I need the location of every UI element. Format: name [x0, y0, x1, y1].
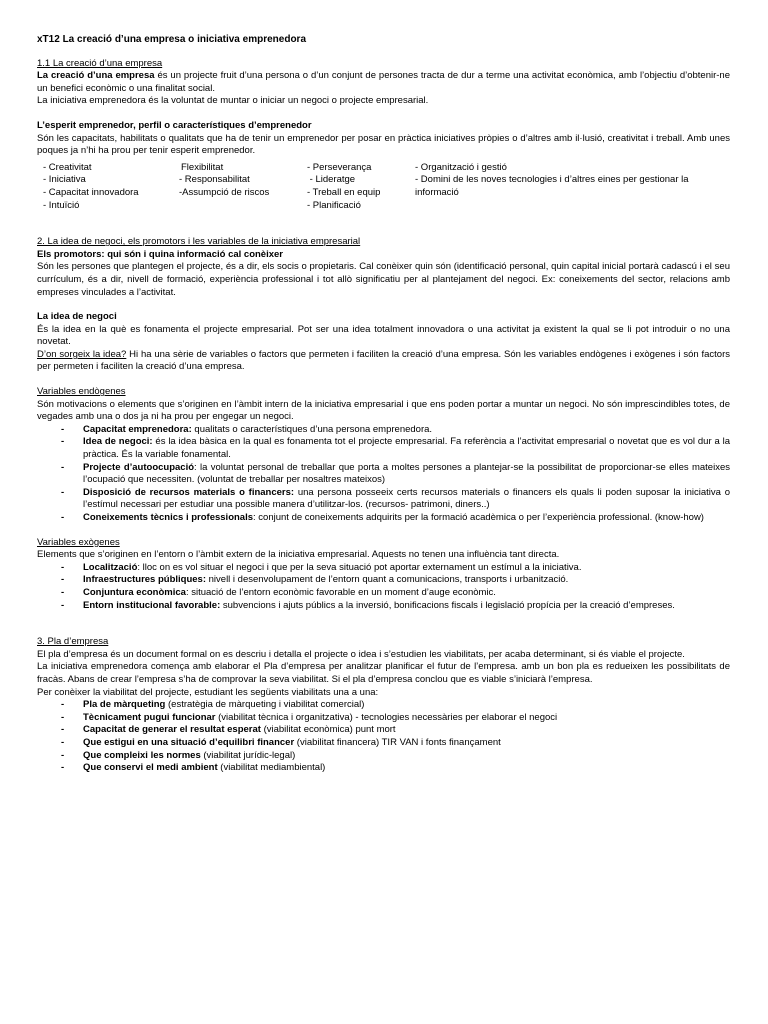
item-term: Idea de negoci: — [83, 436, 153, 448]
item-term: Que conservi el medi ambient — [83, 762, 218, 774]
document-page — [37, 34, 730, 775]
item-term: Que compleixi les normes — [83, 749, 201, 761]
exogenes-heading: Variables exògenes — [37, 536, 120, 548]
list-item — [83, 762, 730, 775]
item-text: : situació de l’entorn econòmic favorable en un moment d’auge econòmic. — [185, 586, 496, 598]
item-term: Capacitat emprenedora: — [83, 423, 192, 435]
endogenes-list — [37, 424, 730, 525]
item-text: (estratègia de màrqueting i viabilitat comercial) — [165, 699, 365, 711]
section-2-heading: 2. La idea de negoci, els promotors i les variables de la iniciativa empresarial — [37, 236, 361, 248]
exogenes-paragraph: Elements que s’originen en l’entorn o l’àmbit extern de la iniciativa empresarial. Aquests no tenen una influència tant directa. — [37, 549, 560, 561]
trait-item: - Iniciativa — [43, 174, 86, 186]
item-text: : conjunt de coneixements adquirits per la formació acadèmica o per l’experiència professional. (know-how) — [253, 512, 704, 523]
trait-item: -Assumpció de riscos — [179, 186, 270, 198]
list-item — [83, 436, 730, 461]
item-term: Localització — [83, 561, 138, 573]
origen-question: D’on sorgeix la idea? — [37, 348, 127, 360]
document-title: xT12 La creació d’una empresa o iniciativa emprenedora — [37, 34, 306, 45]
list-item — [83, 512, 730, 525]
pla-paragraph-1: El pla d’empresa és un document formal on es descriu i detalla el projecte o idea i s’estudien les viabilitats, per acaba determinant, si és viable el projecte. — [37, 648, 685, 660]
list-item — [83, 737, 730, 750]
list-item — [83, 462, 730, 487]
item-text: és la idea bàsica en la qual es fonamenta tot el projecte empresarial. Fa referència a l’activitat empresarial o novetat que es vol dur a la pràctica. És la variable fonamental. — [83, 436, 730, 461]
item-term: Coneixements tècnics i professionals — [83, 512, 254, 523]
trait-item: - Organització i gestió — [415, 161, 507, 173]
item-text: (viabilitat tècnica i organitzativa) - tecnologies necessàries per elaborar el negoci — [215, 711, 558, 723]
item-text: (viabilitat jurídic-legal) — [200, 749, 296, 761]
trait-item: - Planificació — [307, 199, 361, 211]
trait-item: - Intuïció — [43, 199, 80, 211]
viabilitats-list — [37, 699, 730, 775]
item-text: : la voluntat personal de treballar que porta a moltes persones a plantejar-se la possibilitat de proporcionar-se elles mateixes l’ocupació que necessiten. (voluntat de treballar per nosaltres mateixos) — [83, 461, 730, 486]
creacio-definition: és un projecte fruit d’una persona o d’un conjunt de persones tracta de dur a terme una activitat econòmica, amb l’objectiu d’obtenir-ne un benefici econòmic o una finalitat social. — [37, 70, 731, 94]
list-item — [83, 562, 730, 575]
item-text: qualitats o característiques d’una persona emprenedora. — [191, 423, 433, 435]
item-term: Pla de màrqueting — [83, 699, 166, 711]
item-term: Tècnicament pugui funcionar — [83, 711, 216, 723]
idea-paragraph: És la idea en la què es fonamenta el projecte empresarial. Pot ser una idea totalment innovadora o una activitat ja existent la qual se li pot introduir o no una novetat. — [37, 323, 730, 348]
idea-heading: La idea de negoci — [37, 311, 117, 323]
trait-item: - Treball en equip — [307, 186, 381, 198]
traits-column-4 — [415, 162, 730, 212]
list-item — [83, 750, 730, 763]
creacio-term: La creació d’una empresa — [37, 70, 155, 82]
trait-item: Flexibilitat — [181, 161, 224, 173]
item-term: Disposició de recursos materials o financers: — [83, 486, 295, 498]
exogenes-list — [37, 562, 730, 612]
origen-paragraph — [37, 349, 730, 374]
item-text: (viabilitat mediambiental) — [217, 762, 326, 774]
pla-paragraph-2: La iniciativa emprenedora comença amb elaborar el Pla d’empresa per analitzar planificar el futur de l’empresa. amb un bon pla es redueixen les possibilitats de fracàs. Abans de crear l’empresa s’ha de comprovar la seva viabilitat. Si el pla d’empresa conclou que es viable s’iniciarà l’empresa. — [37, 661, 730, 685]
list-item — [83, 724, 730, 737]
item-text: : lloc on es vol situar el negoci i que per la seva situació pot aportar externament un estímul a la iniciativa. — [137, 561, 582, 573]
item-term: Projecte d’autoocupació — [83, 461, 195, 473]
item-text: nivell i desenvolupament de l’entorn quant a comunicacions, transports i urbanització. — [206, 574, 569, 586]
item-text: una persona posseeix certs recursos materials o financers els quals li poden suposar la iniciativa o l’estímul necessari per estudiar una possible manera d’utilitzar-los. (recursos- patrimoni, diners..) — [83, 486, 730, 511]
trait-item: - Lideratge — [307, 174, 356, 186]
traits-list — [43, 162, 730, 212]
trait-item: - Domini de les noves tecnologies i d’altres eines per gestionar la informació — [415, 174, 689, 198]
list-item — [83, 699, 730, 712]
list-item — [83, 600, 730, 613]
esperit-paragraph: Són les capacitats, habilitats o qualitats que ha de tenir un emprenedor per posar en pràctica iniciatives pròpies o d’altres amb il·lusió, creativitat i treball. Amb unes poques ja n’hi ha prou per tenir esperit emprenedor. — [37, 132, 730, 157]
item-term: Conjuntura econòmica — [83, 586, 186, 598]
list-item — [83, 574, 730, 587]
item-text: subvencions i ajuts públics a la inversió, bonificacions fiscals i legislació propícia per la creació d’empreses. — [220, 599, 675, 611]
list-item — [83, 424, 730, 437]
traits-column-1 — [43, 162, 179, 212]
list-item — [83, 712, 730, 725]
esperit-heading: L’esperit emprenedor, perfil o característiques d’emprenedor — [37, 119, 312, 131]
section-1-1-heading: 1.1 La creació d’una empresa — [37, 57, 163, 69]
creacio-paragraph — [37, 70, 730, 95]
item-text: (viabilitat financera) TIR VAN i fonts finançament — [294, 736, 501, 748]
iniciativa-paragraph: La iniciativa emprenedora és la voluntat de muntar o iniciar un negoci o projecte empresarial. — [37, 95, 429, 107]
item-term: Capacitat de generar el resultat esperat — [83, 724, 261, 736]
item-term: Que estigui en una situació d’equilibri financer — [83, 736, 295, 748]
promotors-heading: Els promotors: qui són i quina informació cal conèixer — [37, 248, 283, 260]
trait-item: - Responsabilitat — [179, 174, 250, 186]
item-term: Entorn institucional favorable: — [83, 599, 221, 611]
item-text: (viabilitat econòmica) punt mort — [260, 724, 396, 736]
traits-column-2 — [179, 162, 307, 212]
list-item — [83, 587, 730, 600]
trait-item: - Perseverança — [307, 161, 372, 173]
section-3-heading: 3. Pla d’empresa — [37, 636, 109, 648]
promotors-paragraph: Són les persones que plantegen el projecte, és a dir, els socis o propietaris. Cal conèixer quin són (identificació personal, quin capital inicial portarà cadascú i el seu currículum, és a dir, nivell de formació, experiència professional i tot allò significatiu per al plantejament del negoci. Ex: coneixements del sector, relacions amb empreses vinculades a l’activitat. — [37, 261, 730, 298]
origen-answer: Hi ha una sèrie de variables o factors que permeten i faciliten la creació d’una empresa. Són les variables endògenes i exògenes i són factors per permeten i faciliten la creació d’una empresa. — [37, 348, 730, 373]
list-item — [83, 487, 730, 512]
endogenes-heading: Variables endògenes — [37, 386, 126, 398]
trait-item: - Capacitat innovadora — [43, 186, 139, 198]
item-term: Infraestructures públiques: — [83, 574, 206, 586]
trait-item: - Creativitat — [43, 161, 92, 173]
traits-column-3 — [307, 162, 415, 212]
endogenes-paragraph: Són motivacions o elements que s’originen en l’àmbit intern de la iniciativa empresarial i que ens poden portar a muntar un negoci. No són imprescindibles totes, de vegades amb una o dos ja ni ha prou per engegar un negoci. — [37, 398, 730, 423]
pla-paragraph-3: Per conèixer la viabilitat del projecte, estudiant les següents viabilitats una a una: — [37, 686, 379, 698]
